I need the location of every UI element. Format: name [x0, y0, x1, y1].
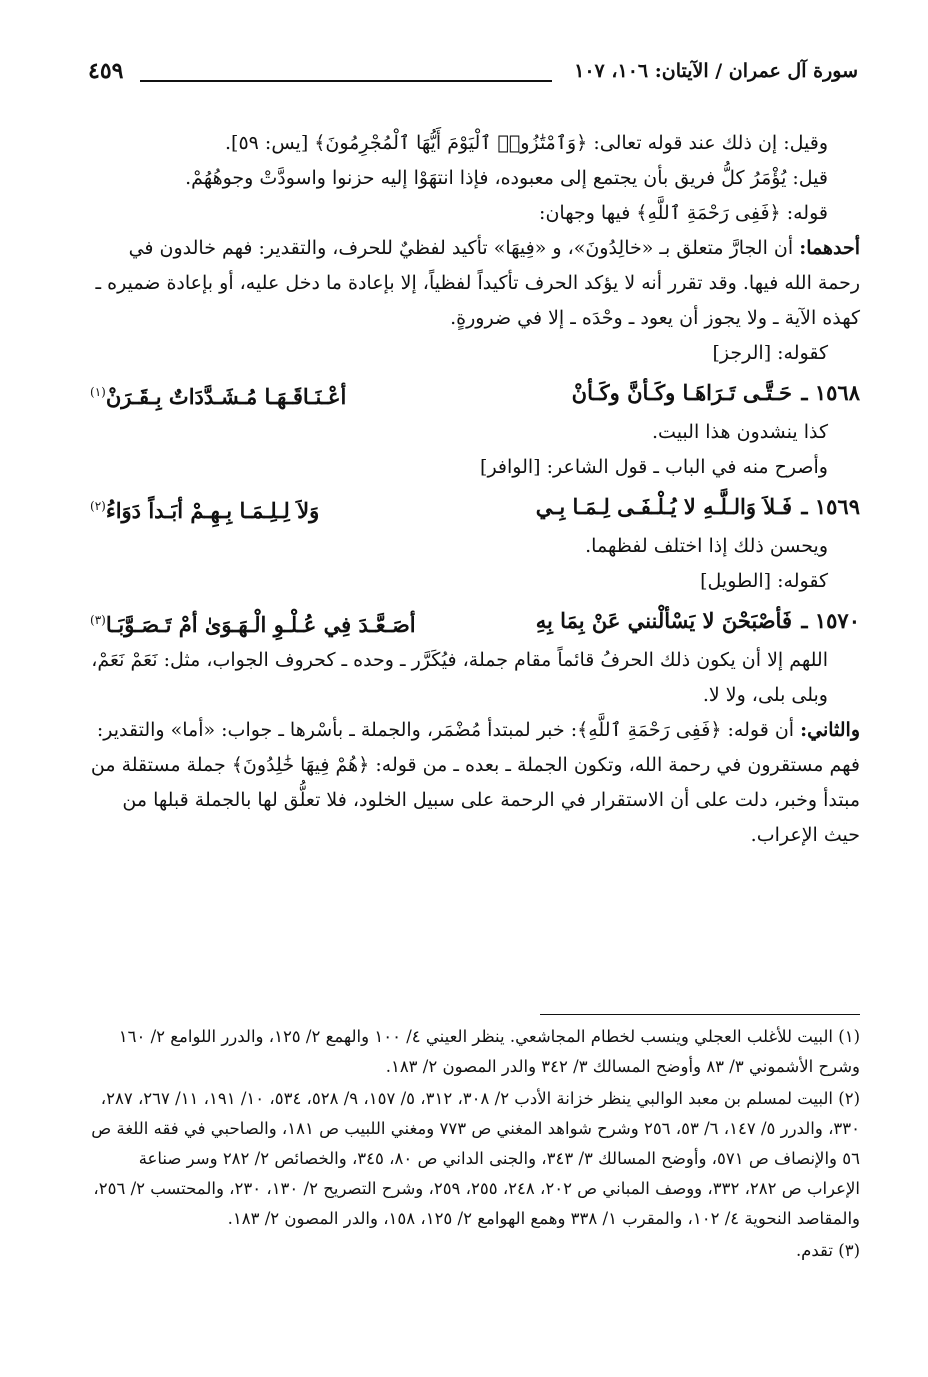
- meter-label: كقوله: [الطويل]: [700, 570, 828, 592]
- verse-number: ١٥٦٨ ـ: [801, 380, 860, 405]
- hemistich-text: أصَـعَّـدَ فِي عُـلْـوِ الْـهَـوَىٰ أمْ تَـصَـوَّبَـا: [105, 612, 416, 637]
- verse-first-hemistich: حَـتَّـى تَـرَاهَـا وكَـأنَّ وكَـأنْ: [571, 380, 792, 405]
- meter-label: كقوله: [الرجز]: [712, 342, 828, 364]
- footnote-ref: (٣): [90, 613, 106, 627]
- footnote-separator: [540, 1014, 860, 1015]
- running-title: سورة آل عمران / الآيتان: ١٠٦، ١٠٧: [574, 60, 858, 82]
- hemistich-text: وَلاَ لِـلِـمَـا بِـهِـمْ أبَـداً دَوَاءُ: [105, 498, 320, 523]
- footnote: (٣) تقدم.: [795, 1241, 860, 1260]
- verse-second-hemistich: [90, 489, 319, 528]
- verse-1570: [86, 599, 860, 643]
- verse-second-hemistich: [90, 375, 346, 414]
- paragraph: قوله: ﴿فَفِى رَحْمَةِ ٱللَّهِ﴾ فيها وجهان:: [539, 202, 828, 224]
- verse-number: ١٥٦٩ ـ: [801, 494, 860, 519]
- verse-1569: [86, 485, 860, 529]
- verse-first-hemistich: فَـلاَ وَالـلَّـهِ لا يُـلْـفَـى لِـمَـا بِـي: [535, 494, 792, 519]
- paragraph: اللهم إلا أن يكون ذلك الحرفُ قائماً مقام جملة، فيُكَرَّر ـ وحده ـ كحروف الجواب، مثل: نَعَمْ نَعَمْ، وبلى بلى، ولا لا.: [91, 649, 828, 706]
- footnote-ref: (١): [90, 385, 106, 399]
- footnote: (١) البيت للأغلب العجلي وينسب لخطام المجاشعي. ينظر العيني ٤/ ١٠٠ والهمع ٢/ ١٢٥، والدرر اللوامع ٢/ ١٦٠ وشرح الأشموني ٣/ ٨٣ وأوضح المسالك ٣/ ٣٤٢ والدر المصون ٢/ ١٨٣.: [118, 1027, 860, 1076]
- page-header: [88, 58, 858, 92]
- hemistich-text: أعْـنَـاقَـهَـا مُـشَـدَّدَاتٌ بِـقَـرَنْ: [105, 384, 347, 409]
- page-number: ٤٥٩: [88, 58, 124, 84]
- paragraph: وأصرح منه في الباب ـ قول الشاعر: [الوافر]: [480, 456, 828, 478]
- verse-second-hemistich: [90, 603, 416, 642]
- paragraph: كذا ينشدون هذا البيت.: [652, 421, 828, 443]
- paragraph: [86, 713, 860, 853]
- paragraph-text: أن قوله: ﴿فَفِى رَحْمَةِ ٱللَّهِ﴾: خبر لمبتدأ مُضْمَر، والجملة ـ بأسْرها ـ جواب: «أما» والتقدير: فهم مستقرون في رحمة الله، وتكون الجملة ـ بعده ـ من قوله: ﴿هُمْ فِيهَا خَٰلِدُونَ﴾ جملة مستقلة من مبتدأ وخبر، دلت على أن الاستقرار في الرحمة على سبيل الخلود، فلا تعلُّق لها بالجملة قبلها من حيث الإعراب.: [90, 719, 860, 846]
- paragraph: [86, 231, 860, 336]
- footnotes: [86, 1022, 860, 1268]
- footnote-ref: (٢): [90, 499, 106, 513]
- paragraph: ويحسن ذلك إذا اختلف لفظهما.: [585, 535, 828, 557]
- paragraph-text: أن الجارَّ متعلق بـ «خالِدُونَ»، و «فِيهَا» تأكيد لفظيٌ للحرف، والتقدير: فهم خالدون في رحمة الله فيها. وقد تقرر أنه لا يؤكد الحرف تأكيداً لفظياً، إلا بإعادة ما دخل عليه، أو بإعادة ضميره ـ كهذه الآية ـ ولا يجوز أن يعود ـ وحْدَه ـ إلا في ضرورةٍ.: [95, 237, 860, 329]
- verse-1568: [86, 371, 860, 415]
- paragraph: قيل: يُؤْمَرُ كلُّ فريق بأن يجتمع إلى معبوده، فإذا انتهَوْا إليه حزنوا واسودَّتْ وجوهُهُمْ.: [185, 167, 828, 189]
- lead-term: أحدهما:: [799, 237, 860, 259]
- verse-first-hemistich: فَأصْبَحْنَ لا يَسْألْنني عَنْ بِمَا بِهِ: [535, 608, 792, 633]
- paragraph: وقيل: إن ذلك عند قوله تعالى: ﴿وَٱمْتَٰزُوا۟ ٱلْيَوْمَ أَيُّهَا ٱلْمُجْرِمُونَ﴾ [يس: ٥٩].: [225, 132, 828, 154]
- header-rule: [140, 80, 552, 82]
- footnote: (٢) البيت لمسلم بن معبد الوالبي ينظر خزانة الأدب ٢/ ٣٠٨، ٣١٢، ٥/ ١٥٧، ٩/ ٥٢٨، ٥٣٤، ١٠/ ١٩١، ١١/ ٢٦٧، ٢٨٧، ٣٣٠، والدرر ٥/ ١٤٧، ٦/ ٥٣، ٢٥٦ وشرح شواهد المغني ص ٧٧٣ ومغني اللبيب ص ١٨١، والصاحبي في فقه اللغة ص ٥٦ والإنصاف ص ٥٧١، وأوضح المسالك ٣/ ٣٤٣، والجنى الداني ص ٨٠، ٣٤٥، والخصائص ٢/ ٢٨٢ وسر صناعة الإعراب ص ٢٨٢، ٣٣٢، ووصف المباني ص ٢٠٢، ٢٤٨، ٢٥٥، ٢٥٩، وشرح التصريح ٢/ ١٣٠، ٢٣٠، والمحتسب ٢/ ٢٥٦، والمقاصد النحوية ٤/ ١٠٢، والمقرب ١/ ٣٣٨ وهمع الهوامع ٢/ ١٢٥، ١٥٨، والدر المصون ٢/ ١٨٣.: [91, 1089, 860, 1228]
- main-text: [86, 126, 860, 853]
- verse-number: ١٥٧٠ ـ: [801, 608, 860, 633]
- lead-term: والثاني:: [800, 719, 860, 741]
